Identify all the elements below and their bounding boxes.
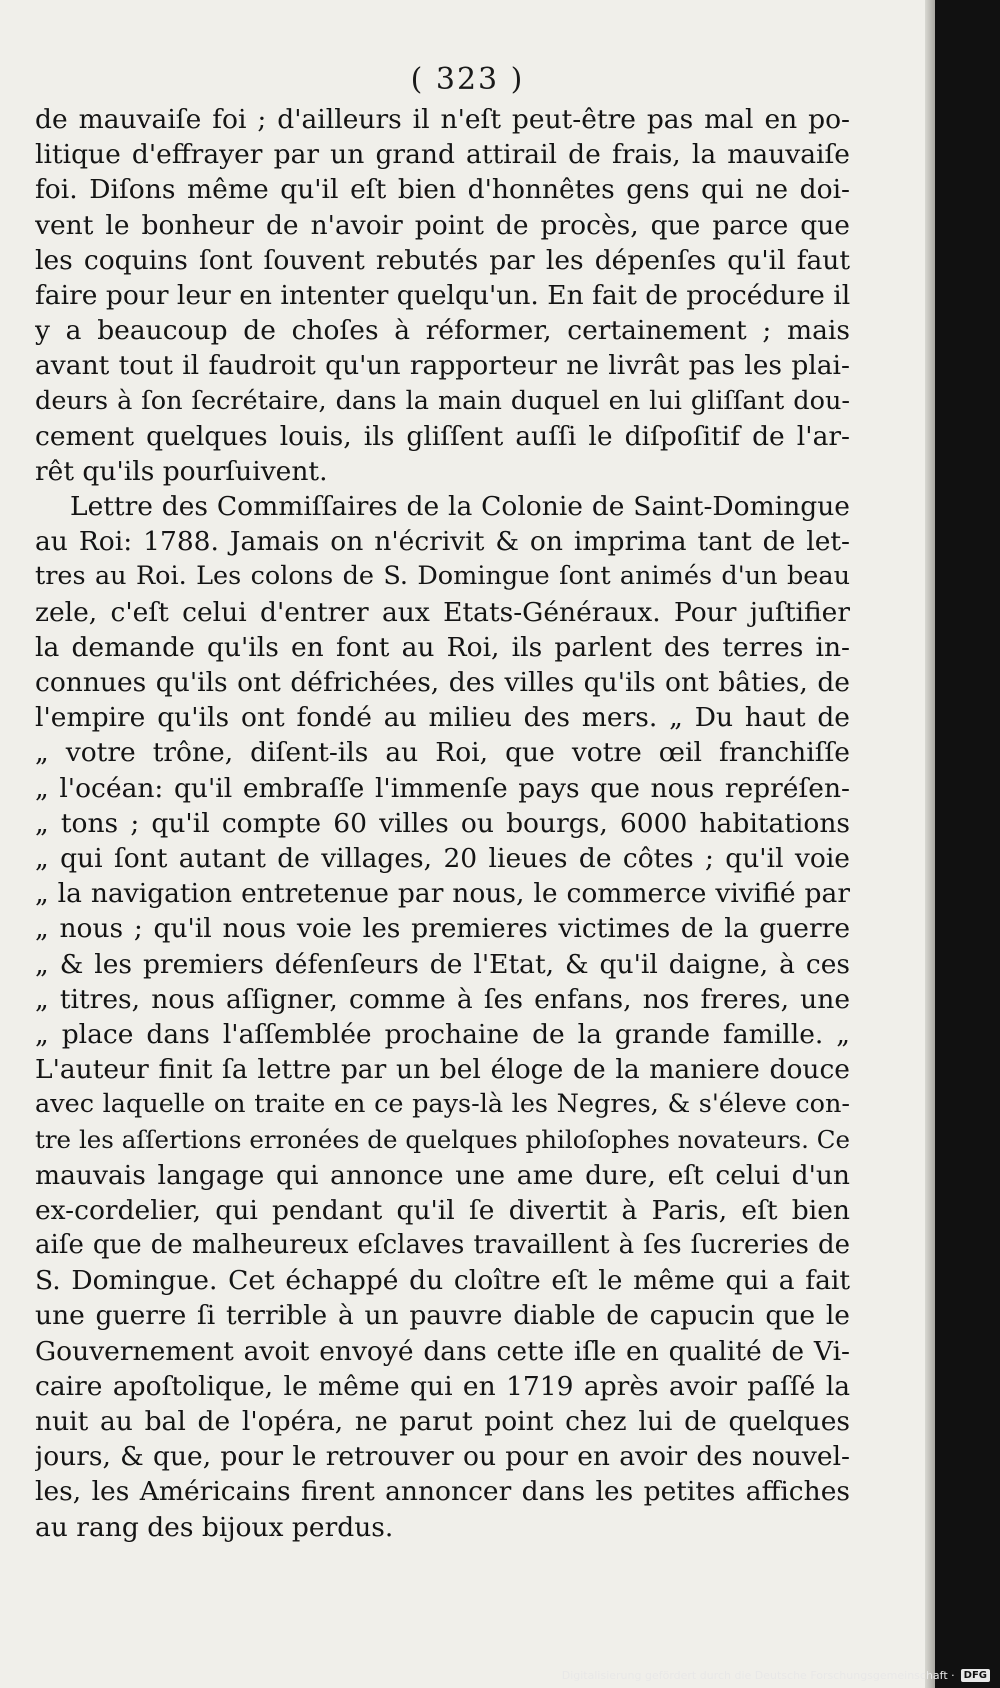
text-line: „ tons ; qu'il compte 60 villes ou bourgs, 6000 habitations xyxy=(35,807,850,839)
text-line: vent le bonheur de n'avoir point de procès, que parce que xyxy=(35,209,850,241)
text-line: tre les aſſertions erronées de quelques philoſophes novateurs. Ce xyxy=(35,1125,850,1155)
text-line: tres au Roi. Les colons de S. Domingue ſont animés d'un beau xyxy=(35,561,850,592)
text-line: „ votre trône, diſent-ils au Roi, que votre œil franchiſſe xyxy=(35,737,850,769)
text-line: avec laquelle on traite en ce pays-là les Negres, & s'éleve con- xyxy=(35,1089,850,1120)
text-line: L'auteur finit ſa lettre par un bel éloge de la maniere douce xyxy=(35,1054,850,1086)
text-line: S. Domingue. Cet échappé du cloître eſt le même qui a fait xyxy=(35,1265,850,1297)
text-line: caire apoſtolique, le même qui en 1719 après avoir paſſé la xyxy=(35,1370,850,1402)
text-line: foi. Diſons même qu'il eſt bien d'honnêtes gens qui ne doi- xyxy=(35,174,850,206)
text-line: „ & les premiers défenſeurs de l'Etat, & qu'il daigne, à ces xyxy=(35,948,850,980)
text-line: les, les Américains firent annoncer dans les petites affiches xyxy=(35,1476,850,1508)
page-edge-shadow xyxy=(925,0,935,1688)
text-line: l'empire qu'ils ont fondé au milieu des mers. „ Du haut de xyxy=(35,702,850,734)
dfg-logo-icon: DFG xyxy=(961,1669,990,1682)
text-line: Gouvernement avoit envoyé dans cette iſle en qualité de Vi- xyxy=(35,1335,850,1367)
text-line: jours, & que, pour le retrouver ou pour en avoir des nouvel- xyxy=(35,1441,850,1473)
text-line: avant tout il faudroit qu'un rapporteur ne livrât pas les plai- xyxy=(35,350,850,382)
credit-text: Digitalisierung gefördert durch die Deutsche Forschungsgemeinschaft · xyxy=(561,1669,955,1682)
text-line: rêt qu'ils pourſuivent. xyxy=(35,455,328,487)
text-line: une guerre ſi terrible à un pauvre diable de capucin que le xyxy=(35,1300,850,1332)
text-line: au rang des bijoux perdus. xyxy=(35,1511,394,1543)
text-line: la demande qu'ils en font au Roi, ils parlent des terres in- xyxy=(35,631,850,663)
text-line: „ la navigation entretenue par nous, le commerce vivifié par xyxy=(35,878,850,910)
text-line: „ nous ; qu'il nous voie les premieres victimes de la guerre xyxy=(35,913,850,945)
text-line: Lettre des Commiſſaires de la Colonie de Saint-Domingue xyxy=(70,491,850,523)
text-line: ex-cordelier, qui pendant qu'il ſe divertit à Paris, eſt bien xyxy=(35,1194,850,1226)
text-line: „ titres, nous aſſigner, comme à ſes enfans, nos freres, une xyxy=(35,983,850,1015)
text-line: cement quelques louis, ils gliſſent auſſi le diſpoſitif de l'ar- xyxy=(35,420,850,452)
text-line: litique d'effrayer par un grand attirail de frais, la mauvaiſe xyxy=(35,139,850,171)
text-line: „ l'océan: qu'il embraſſe l'immenſe pays que nous repréſen- xyxy=(35,772,850,804)
text-line: deurs à ſon ſecrétaire, dans la main duquel en lui gliſſant dou- xyxy=(35,385,850,416)
page-number: ( 323 ) xyxy=(410,62,525,97)
body-text xyxy=(35,102,850,1545)
text-line: y a beaucoup de choſes à réformer, certainement ; mais xyxy=(35,315,850,347)
text-line: aiſe que de malheureux eſclaves travaillent à ſes ſucreries de xyxy=(35,1230,850,1260)
text-line: connues qu'ils ont défrichées, des villes qu'ils ont bâties, de xyxy=(35,667,850,698)
text-line: mauvais langage qui annonce une ame dure, eſt celui d'un xyxy=(35,1159,850,1191)
text-line: les coquins ſont ſouvent rebutés par les dépenſes qu'il faut xyxy=(35,244,850,276)
text-line: „ qui ſont autant de villages, 20 lieues de côtes ; qu'il voie xyxy=(35,842,850,874)
text-line: au Roi: 1788. Jamais on n'écrivit & on imprima tant de let- xyxy=(35,526,850,558)
text-line: „ place dans l'aſſemblée prochaine de la grande famille. „ xyxy=(35,1018,850,1050)
text-line: zele, c'eſt celui d'entrer aux Etats-Généraux. Pour juſtifier xyxy=(35,596,850,628)
text-line: de mauvaiſe foi ; d'ailleurs il n'eſt peut-être pas mal en po- xyxy=(35,104,850,135)
digitization-credit xyxy=(562,1669,990,1682)
text-line: nuit au bal de l'opéra, ne parut point chez lui de quelques xyxy=(35,1405,850,1437)
text-line: faire pour leur en intenter quelqu'un. En fait de procédure il xyxy=(35,279,850,311)
